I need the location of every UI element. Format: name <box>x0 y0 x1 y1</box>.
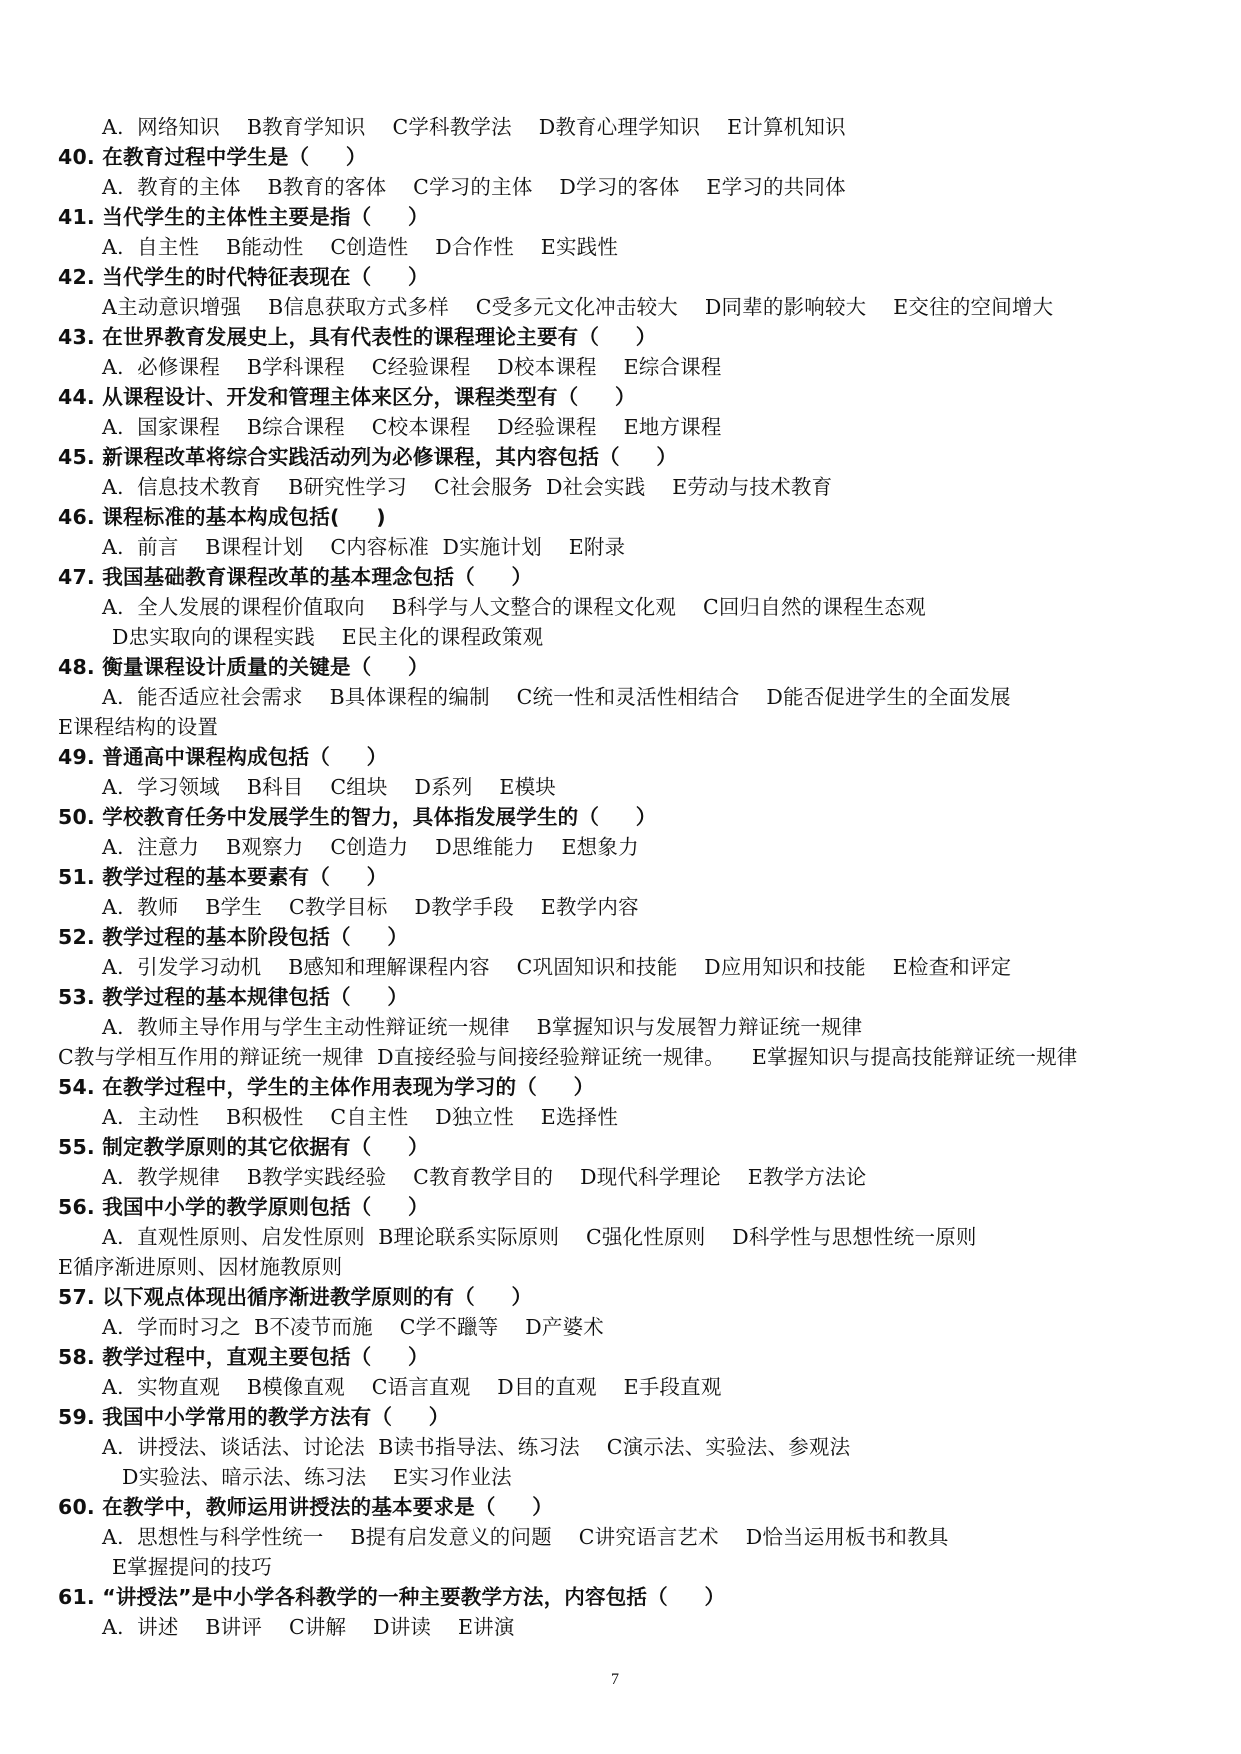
question-line: 59. 我国中小学常用的教学方法有（ ） <box>58 1405 450 1429</box>
options-line: A主动意识增强 B信息获取方式多样 C受多元文化冲击较大 D同辈的影响较大 E交往的空间增大 <box>102 295 1054 319</box>
options-line: A. 国家课程 B综合课程 C校本课程 D经验课程 E地方课程 <box>102 415 722 439</box>
options-line: A. 思想性与科学性统一 B提有启发意义的问题 C讲究语言艺术 D恰当运用板书和教具 <box>102 1525 949 1549</box>
options-line: A. 前言 B课程计划 C内容标准 D实施计划 E附录 <box>102 535 626 559</box>
question-line: 40. 在教育过程中学生是（ ） <box>58 145 367 169</box>
options-line: A. 教师 B学生 C教学目标 D教学手段 E教学内容 <box>102 895 639 919</box>
options-line: A. 教学规律 B教学实践经验 C教育教学目的 D现代科学理论 E教学方法论 <box>102 1165 867 1189</box>
options-line: A. 主动性 B积极性 C自主性 D独立性 E选择性 <box>102 1105 619 1129</box>
options-line: A. 注意力 B观察力 C创造力 D思维能力 E想象力 <box>102 835 639 859</box>
options-line: A. 讲授法、谈话法、讨论法 B读书指导法、练习法 C演示法、实验法、参观法 <box>102 1435 851 1459</box>
question-line: 51. 教学过程的基本要素有（ ） <box>58 865 388 889</box>
options-line: A. 学习领域 B科目 C组块 D系列 E模块 <box>102 775 556 799</box>
question-line: 50. 学校教育任务中发展学生的智力，具体指发展学生的（ ） <box>58 805 657 829</box>
question-line: 45. 新课程改革将综合实践活动列为必修课程，其内容包括（ ） <box>58 445 678 469</box>
options-line: E掌握提问的技巧 <box>112 1555 273 1579</box>
options-line: A. 引发学习动机 B感知和理解课程内容 C巩固知识和技能 D应用知识和技能 E检查和评定 <box>102 955 1012 979</box>
question-line: 58. 教学过程中，直观主要包括（ ） <box>58 1345 429 1369</box>
question-line: 44. 从课程设计、开发和管理主体来区分，课程类型有（ ） <box>58 385 636 409</box>
question-line: 60. 在教学中，教师运用讲授法的基本要求是（ ） <box>58 1495 553 1519</box>
options-line: E循序渐进原则、因材施教原则 <box>58 1255 343 1279</box>
options-line: A. 直观性原则、启发性原则 B理论联系实际原则 C强化性原则 D科学性与思想性统一原则 <box>102 1225 977 1249</box>
options-line: A. 教师主导作用与学生主动性辩证统一规律 B掌握知识与发展智力辩证统一规律 <box>102 1015 863 1039</box>
question-line: 42. 当代学生的时代特征表现在（ ） <box>58 265 429 289</box>
question-line: 48. 衡量课程设计质量的关键是（ ） <box>58 655 429 679</box>
options-line: A. 信息技术教育 B研究性学习 C社会服务 D社会实践 E劳动与技术教育 <box>102 475 833 499</box>
question-line: 61. “讲授法”是中小学各科教学的一种主要教学方法，内容包括（ ） <box>58 1585 726 1609</box>
options-line: A. 学而时习之 B不凌节而施 C学不躐等 D产婆术 <box>102 1315 605 1339</box>
question-line: 57. 以下观点体现出循序渐进教学原则的有（ ） <box>58 1285 533 1309</box>
options-line: E课程结构的设置 <box>58 715 219 739</box>
options-line: A. 全人发展的课程价值取向 B科学与人文整合的课程文化观 C回归自然的课程生态观 <box>102 595 926 619</box>
options-line: A. 必修课程 B学科课程 C经验课程 D校本课程 E综合课程 <box>102 355 722 379</box>
page-number: 7 <box>611 1671 619 1688</box>
options-line: C教与学相互作用的辩证统一规律 D直接经验与间接经验辩证统一规律。 E掌握知识与提高技能辩证统一规律 <box>58 1045 1078 1069</box>
question-line: 55. 制定教学原则的其它依据有（ ） <box>58 1135 429 1159</box>
question-line: 43. 在世界教育发展史上，具有代表性的课程理论主要有（ ） <box>58 325 657 349</box>
options-line: A. 实物直观 B模像直观 C语言直观 D目的直观 E手段直观 <box>102 1375 722 1399</box>
question-line: 46. 课程标准的基本构成包括( ) <box>58 505 386 529</box>
options-line: A. 教育的主体 B教育的客体 C学习的主体 D学习的客体 E学习的共同体 <box>102 175 846 199</box>
options-line: A. 网络知识 B教育学知识 C学科教学法 D教育心理学知识 E计算机知识 <box>102 115 846 139</box>
question-line: 56. 我国中小学的教学原则包括（ ） <box>58 1195 429 1219</box>
options-line: A. 讲述 B讲评 C讲解 D讲读 E讲演 <box>102 1615 515 1639</box>
question-line: 53. 教学过程的基本规律包括（ ） <box>58 985 409 1009</box>
options-line: A. 能否适应社会需求 B具体课程的编制 C统一性和灵活性相结合 D能否促进学生的全面发展 <box>102 685 1011 709</box>
question-line: 49. 普通高中课程构成包括（ ） <box>58 745 388 769</box>
options-line: D忠实取向的课程实践 E民主化的课程政策观 <box>112 625 544 649</box>
question-line: 47. 我国基础教育课程改革的基本理念包括（ ） <box>58 565 533 589</box>
question-line: 54. 在教学过程中，学生的主体作用表现为学习的（ ） <box>58 1075 595 1099</box>
options-line: D实验法、暗示法、练习法 E实习作业法 <box>122 1465 512 1489</box>
options-line: A. 自主性 B能动性 C创造性 D合作性 E实践性 <box>102 235 619 259</box>
question-line: 41. 当代学生的主体性主要是指（ ） <box>58 205 429 229</box>
question-line: 52. 教学过程的基本阶段包括（ ） <box>58 925 409 949</box>
